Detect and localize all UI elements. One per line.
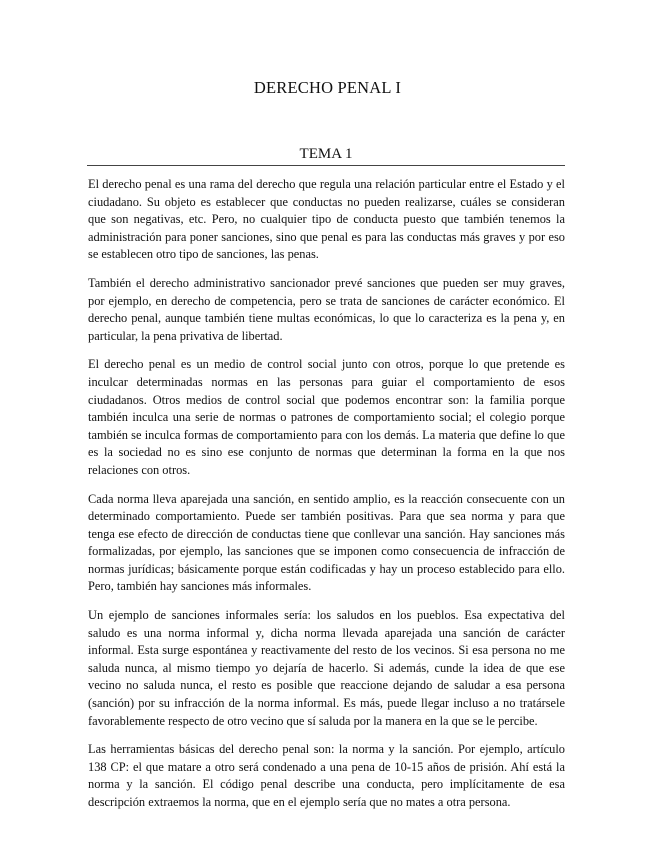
- paragraph-3: El derecho penal es un medio de control social junto con otros, porque lo que pretende es inculcar determinadas normas en las personas para guiar el comportamiento de esos ciudadanos. Otros medios de control social que podemos encontrar son: la familia porque también inculca una serie de normas o patrones de comportamiento social; el colegio porque también se inculca formas de comportamiento para con los demás. La materia que define lo que es la sociedad no es sino ese conjunto de normas que determinan la forma en la que nos relaciones con otros.: [88, 357, 565, 477]
- paragraph-2: También el derecho administrativo sancionador prevé sanciones que pueden ser muy graves, por ejemplo, en derecho de competencia, pero se trata de sanciones de carácter económico. El derecho penal, aunque también tiene multas económicas, lo que lo caracteriza es la pena y, en particular, la pena privativa de libertad.: [88, 275, 565, 343]
- paragraph-1: El derecho penal es una rama del derecho que regula una relación particular entre el Estado y el ciudadano. Su objeto es establecer que conductas no pueden realizarse, cuáles se consideran que son negativas, etc. Pero, no cualquier tipo de conducta puesto que también tenemos la administración para poner sanciones, sino que penal es para las conductas más graves y por eso se establecen otro tipo de sanciones, las penas.: [88, 177, 565, 262]
- document-body: [88, 176, 565, 823]
- paragraph-4: Cada norma lleva aparejada una sanción, en sentido amplio, es la reacción consecuente con un determinado comportamiento. Puede ser también positivas. Para que sea norma y para que tenga ese efecto de dirección de conductas tiene que conllevar una sanción. Hay sanciones más formalizadas, por ejemplo, las sanciones que se imponen como consecuencia de infracción de normas jurídicas; básicamente porque están codificadas y hay un proceso establecido para ello. Pero, también hay sanciones más informales.: [88, 491, 565, 594]
- paragraph-6: Las herramientas básicas del derecho penal son: la norma y la sanción. Por ejemplo, artículo 138 CP: el que matare a otro será condenado a una pena de 10-15 años de prisión. Ahí está la norma y la sanción. El código penal describe una conducta, pero implícitamente de esa descripción extraemos la norma, que en el ejemplo sería que no mates a otra persona.: [88, 742, 565, 809]
- page-title: DERECHO PENAL I: [253, 78, 402, 97]
- section-heading: TEMA 1: [87, 146, 565, 166]
- paragraph-5: Un ejemplo de sanciones informales sería: los saludos en los pueblos. Esa expectativa del saludo es una norma informal y, dicha norma llevada aparejada una sanción de carácter informal. Esta surge espontánea y reactivamente del resto de los vecinos. Si esa persona no me saluda nunca, al mismo tiempo yo dejaría de hacerlo. Si además, cunde la idea de que ese vecino no saluda nunca, el resto es posible que reaccione dejando de saludar a esa persona (sanción) por su infracción de la norma informal. Es más, puede llegar incluso a no tratársele favorablemente respecto de otro vecino que sí saluda por la manera en la que se le percibe.: [88, 608, 565, 728]
